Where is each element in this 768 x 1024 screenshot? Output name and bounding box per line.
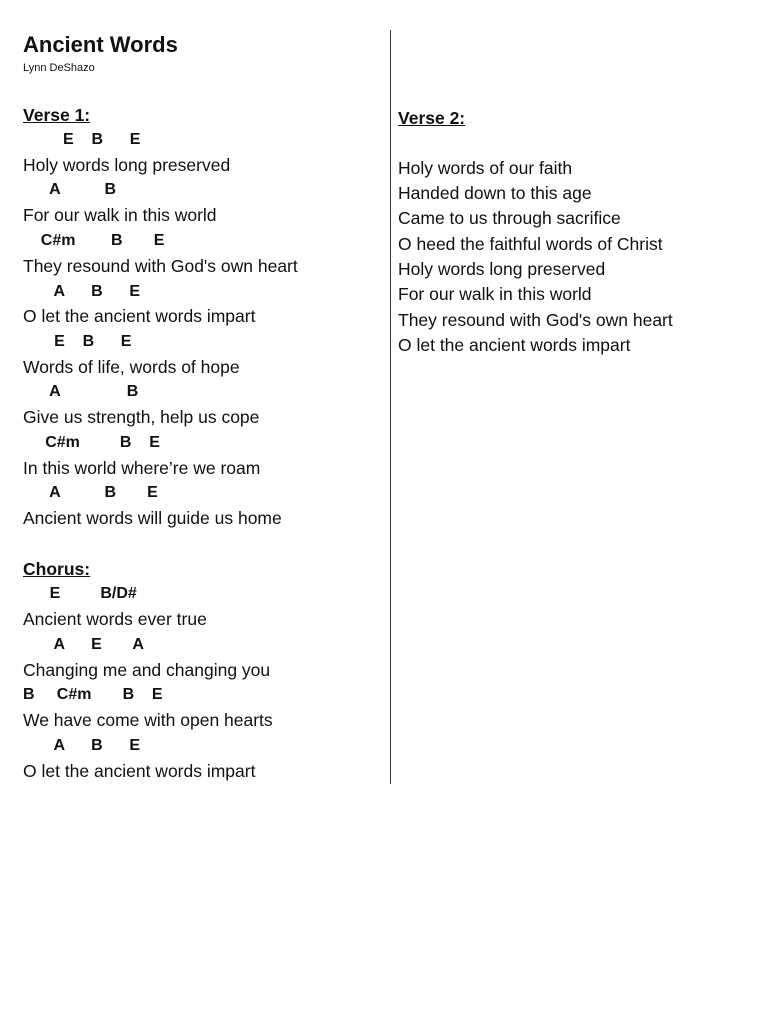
lyric-line: Handed down to this age	[398, 183, 592, 203]
song-title: Ancient Words	[23, 32, 178, 57]
chord-line: E B/D#	[23, 585, 137, 602]
lyric-line: For our walk in this world	[23, 205, 217, 225]
chord-line: A B E	[23, 283, 141, 300]
chord-line: B C#m B E	[23, 686, 163, 703]
lyric-line: O let the ancient words impart	[23, 761, 256, 781]
lyric-line: Holy words long preserved	[398, 259, 606, 279]
lyric-line: O let the ancient words impart	[398, 335, 631, 355]
chord-line: E B E	[23, 131, 141, 148]
lyric-line: Words of life, words of hope	[23, 357, 240, 377]
lyric-line: Give us strength, help us cope	[23, 407, 260, 427]
lyric-line: Changing me and changing you	[23, 660, 271, 680]
chord-line: A B	[23, 383, 139, 400]
song-author: Lynn DeShazo	[23, 62, 95, 74]
chorus-heading: Chorus:	[23, 559, 91, 579]
chord-line: A E A	[23, 636, 144, 653]
lyric-line: Ancient words ever true	[23, 609, 207, 629]
verse2-heading: Verse 2:	[398, 108, 466, 128]
chord-line: A B	[23, 181, 117, 198]
chord-line: C#m B E	[23, 434, 160, 451]
lyric-line: We have come with open hearts	[23, 710, 273, 730]
column-divider	[390, 30, 391, 784]
lyric-line: O heed the faithful words of Christ	[398, 234, 663, 254]
chord-line: A B E	[23, 737, 141, 754]
lyric-line: Came to us through sacrifice	[398, 208, 621, 228]
lyric-line: O let the ancient words impart	[23, 306, 256, 326]
chord-line: E B E	[23, 333, 132, 350]
lyric-line: For our walk in this world	[398, 284, 592, 304]
lyric-line: They resound with God's own heart	[23, 256, 298, 276]
lyric-line: They resound with God's own heart	[398, 310, 673, 330]
lyric-line: Ancient words will guide us home	[23, 508, 282, 528]
chord-line: A B E	[23, 484, 158, 501]
chord-line: C#m B E	[23, 232, 165, 249]
verse1-heading: Verse 1:	[23, 105, 91, 125]
lyric-line: Holy words long preserved	[23, 155, 231, 175]
lyric-line: In this world where’re we roam	[23, 458, 261, 478]
lyric-line: Holy words of our faith	[398, 158, 573, 178]
